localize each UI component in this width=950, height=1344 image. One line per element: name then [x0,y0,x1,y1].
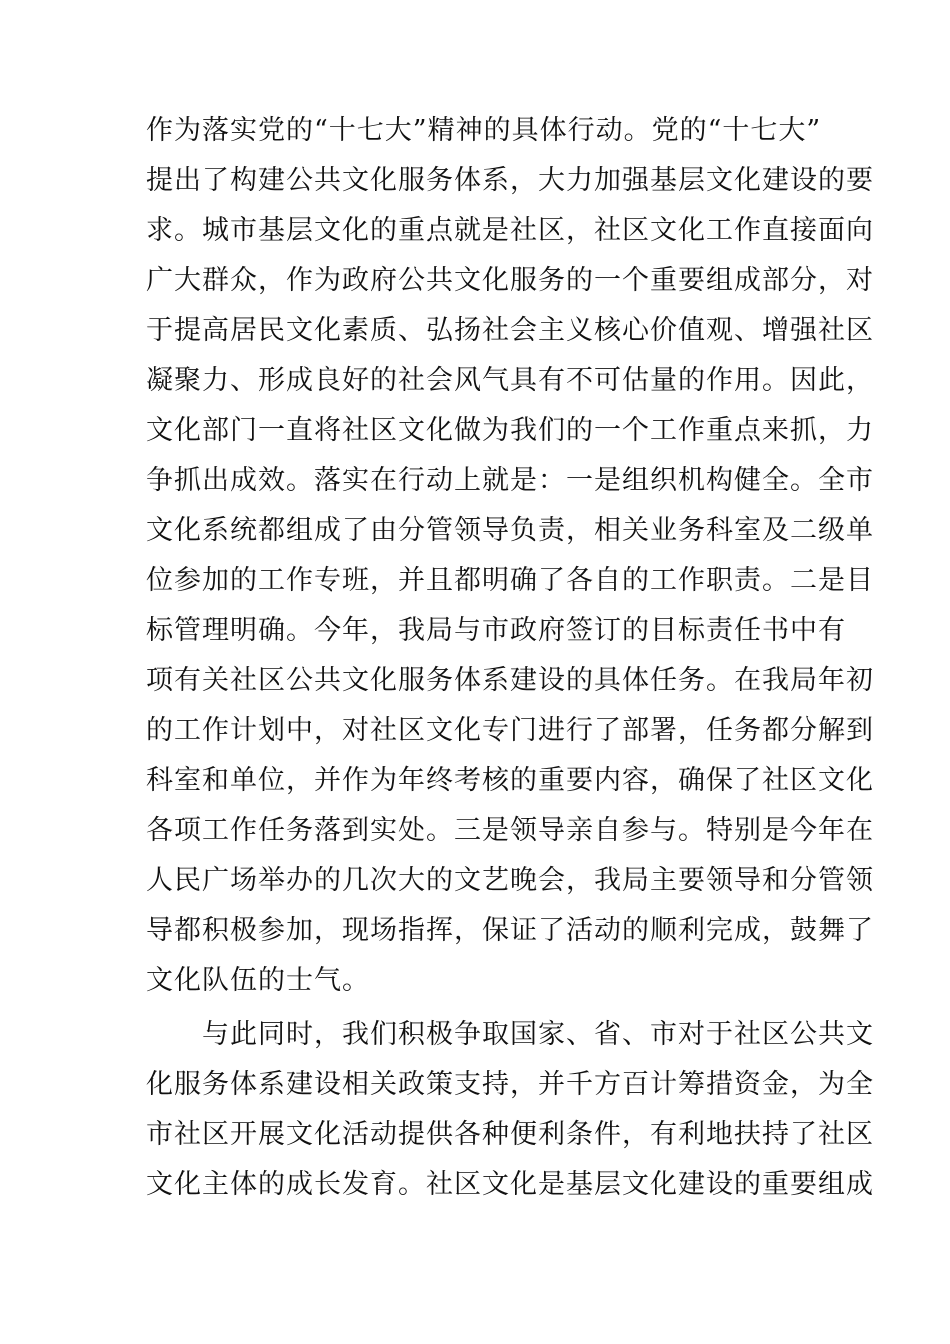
paragraph-line: 的工作计划中，对社区文化专门进行了部署，任务都分解到 [146,715,874,746]
paragraph-line: 各项工作任务落到实处。三是领导亲自参与。特别是今年在 [146,815,874,846]
paragraph-line: 市社区开展文化活动提供各种便利条件，有利地扶持了社区 [146,1119,874,1150]
paragraph-line: 位参加的工作专班，并且都明确了各自的工作职责。二是目 [146,565,874,596]
paragraph-line: 标管理明确。今年，我局与市政府签订的目标责任书中有 [146,615,846,646]
paragraph-line: 项有关社区公共文化服务体系建设的具体任务。在我局年初 [146,665,874,696]
paragraph-line: 于提高居民文化素质、弘扬社会主义核心价值观、增强社区 [146,315,874,346]
paragraph-line: 化服务体系建设相关政策支持，并千方百计筹措资金，为全 [146,1069,874,1100]
paragraph-line: 广大群众，作为政府公共文化服务的一个重要组成部分，对 [146,265,874,296]
paragraph-line: 文化队伍的士气。 [146,965,370,996]
paragraph-line: 作为落实党的“十七大”精神的具体行动。党的“十七大” [146,115,822,146]
paragraph-line: 求。城市基层文化的重点就是社区，社区文化工作直接面向 [146,215,874,246]
paragraph-line: 科室和单位，并作为年终考核的重要内容，确保了社区文化 [146,765,874,796]
paragraph-line: 导都积极参加，现场指挥，保证了活动的顺利完成，鼓舞了 [146,915,874,946]
paragraph-line: 文化部门一直将社区文化做为我们的一个工作重点来抓，力 [146,415,874,446]
paragraph-line: 争抓出成效。落实在行动上就是：一是组织机构健全。全市 [146,465,874,496]
paragraph-line: 提出了构建公共文化服务体系，大力加强基层文化建设的要 [146,165,874,196]
paragraph-1 [146,106,874,1006]
paragraph-line: 文化系统都组成了由分管领导负责，相关业务科室及二级单 [146,515,874,546]
paragraph-line: 凝聚力、形成良好的社会风气具有不可估量的作用。因此， [146,365,874,396]
paragraph-line: 与此同时，我们积极争取国家、省、市对于社区公共文 [146,1019,874,1050]
paragraph-line: 文化主体的成长发育。社区文化是基层文化建设的重要组成 [146,1169,874,1200]
paragraph-2 [146,1010,874,1210]
paragraph-line: 人民广场举办的几次大的文艺晚会，我局主要领导和分管领 [146,865,874,896]
